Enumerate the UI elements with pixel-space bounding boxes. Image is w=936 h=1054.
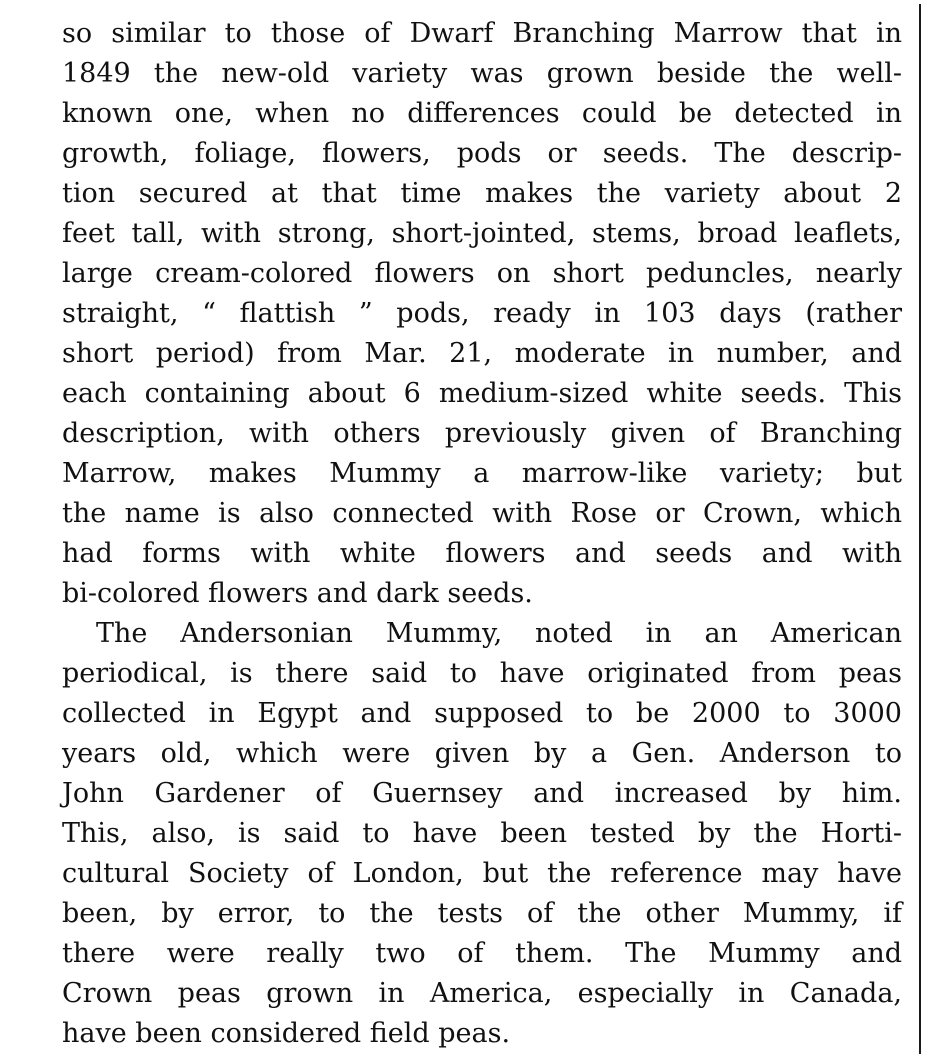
text-line: been, by error, to the tests of the other Mummy, if bbox=[62, 898, 902, 929]
text-line: feet tall, with strong, short-jointed, stems, broad leaflets, bbox=[62, 218, 902, 249]
text-line: Marrow, makes Mummy a marrow-like variety; but bbox=[62, 458, 902, 489]
paragraph-1 bbox=[62, 14, 902, 614]
text-line: so similar to those of Dwarf Branching Marrow that in bbox=[62, 18, 902, 49]
text-line: John Gardener of Guernsey and increased by him. bbox=[62, 778, 902, 809]
text-line: periodical, is there said to have originated from peas bbox=[62, 658, 902, 689]
text-column bbox=[62, 14, 902, 1054]
text-line: collected in Egypt and supposed to be 2000 to 3000 bbox=[62, 698, 902, 729]
text-line: Crown peas grown in America, especially in Canada, bbox=[62, 978, 902, 1009]
text-line: had forms with white flowers and seeds and with bbox=[62, 538, 902, 569]
text-line: short period) from Mar. 21, moderate in number, and bbox=[62, 338, 902, 369]
column-rule bbox=[919, 4, 921, 1054]
text-line: the name is also connected with Rose or Crown, which bbox=[62, 498, 902, 529]
paragraph-2 bbox=[62, 614, 902, 1054]
text-line: description, with others previously given of Branching bbox=[62, 418, 902, 449]
text-line: This, also, is said to have been tested by the Horti- bbox=[62, 818, 902, 849]
text-line: known one, when no differences could be detected in bbox=[62, 98, 902, 129]
text-line: bi-colored flowers and dark seeds. bbox=[62, 578, 533, 609]
text-line: cultural Society of London, but the reference may have bbox=[62, 858, 902, 889]
text-line: each containing about 6 medium-sized white seeds. This bbox=[62, 378, 902, 409]
text-line: tion secured at that time makes the variety about 2 bbox=[62, 178, 902, 209]
text-line: large cream-colored flowers on short peduncles, nearly bbox=[62, 258, 902, 289]
text-line: have been considered field peas. bbox=[62, 1018, 511, 1049]
text-line: growth, foliage, flowers, pods or seeds. The descrip- bbox=[62, 138, 902, 169]
text-line: years old, which were given by a Gen. Anderson to bbox=[62, 738, 902, 769]
text-line: there were really two of them. The Mummy and bbox=[62, 938, 902, 969]
text-line: The Andersonian Mummy, noted in an American bbox=[96, 618, 902, 649]
text-line: straight, “ flattish ” pods, ready in 103 days (rather bbox=[62, 298, 902, 329]
text-line: 1849 the new-old variety was grown beside the well- bbox=[62, 58, 902, 89]
